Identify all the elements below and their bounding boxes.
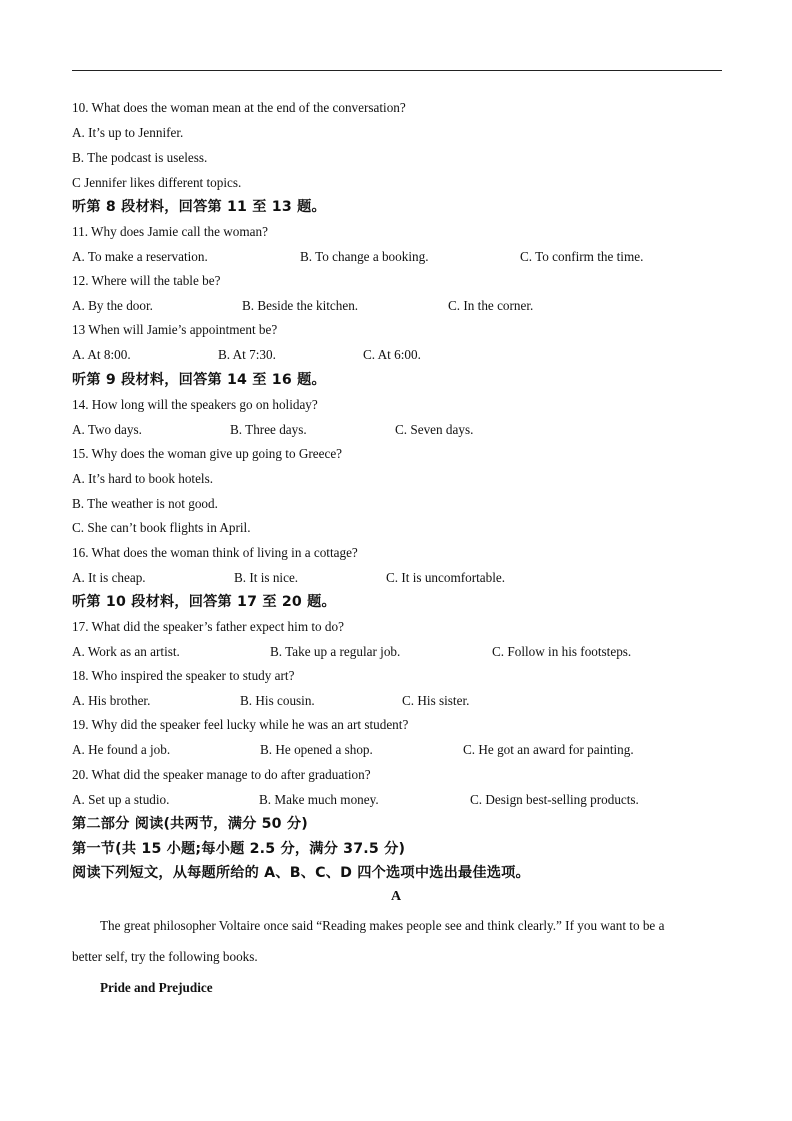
- question-10-stem: 10. What does the woman mean at the end of the conversation?: [72, 100, 406, 115]
- question-13-option-b: B. At 7:30.: [218, 347, 276, 362]
- section-1-heading: 第一节(共 15 小题;每小题 2.5 分，满分 37.5 分): [72, 841, 406, 857]
- book-title: Pride and Prejudice: [100, 980, 213, 995]
- question-11-option-c: C. To confirm the time.: [520, 249, 644, 264]
- question-20-option-a: A. Set up a studio.: [72, 792, 170, 807]
- question-15-option-c: C. She can’t book flights in April.: [72, 520, 251, 535]
- question-15-option-a: A. It’s hard to book hotels.: [72, 471, 214, 486]
- question-11-option-a: A. To make a reservation.: [72, 249, 208, 264]
- question-11-stem: 11. Why does Jamie call the woman?: [72, 224, 268, 239]
- question-10-option-c: C Jennifer likes different topics.: [72, 175, 242, 190]
- section-10-heading: 听第 10 段材料，回答第 17 至 20 题。: [72, 594, 336, 610]
- question-10-option-a: A. It’s up to Jennifer.: [72, 125, 184, 140]
- passage-label: A: [390, 889, 402, 904]
- question-15-option-b: B. The weather is not good.: [72, 496, 218, 511]
- question-13-option-c: C. At 6:00.: [363, 347, 421, 362]
- question-18-option-c: C. His sister.: [402, 693, 470, 708]
- question-20-option-b: B. Make much money.: [259, 792, 379, 807]
- question-20-stem: 20. What did the speaker manage to do after graduation?: [72, 767, 371, 782]
- question-19-option-b: B. He opened a shop.: [260, 742, 373, 757]
- question-16-option-a: A. It is cheap.: [72, 570, 146, 585]
- question-20-option-c: C. Design best-selling products.: [470, 792, 639, 807]
- question-12-option-b: B. Beside the kitchen.: [242, 298, 359, 313]
- question-10-option-b: B. The podcast is useless.: [72, 150, 208, 165]
- question-17-option-b: B. Take up a regular job.: [270, 644, 401, 659]
- question-13-stem: 13 When will Jamie’s appointment be?: [72, 322, 278, 337]
- question-14-option-c: C. Seven days.: [395, 422, 474, 437]
- question-12-option-a: A. By the door.: [72, 298, 153, 313]
- question-18-stem: 18. Who inspired the speaker to study art?: [72, 668, 295, 683]
- question-14-option-b: B. Three days.: [230, 422, 307, 437]
- passage-paragraph-line-2: better self, try the following books.: [72, 949, 258, 964]
- question-16-option-b: B. It is nice.: [234, 570, 299, 585]
- question-16-stem: 16. What does the woman think of living in a cottage?: [72, 545, 358, 560]
- passage-paragraph-line-1: The great philosopher Voltaire once said “Reading makes people see and think clearly.” If you want to be a: [100, 918, 665, 933]
- question-19-stem: 19. Why did the speaker feel lucky while he was an art student?: [72, 717, 409, 732]
- question-13-option-a: A. At 8:00.: [72, 347, 131, 362]
- question-15-stem: 15. Why does the woman give up going to Greece?: [72, 446, 343, 461]
- question-18-option-b: B. His cousin.: [240, 693, 315, 708]
- reading-instruction: 阅读下列短文，从每题所给的 A、B、C、D 四个选项中选出最佳选项。: [72, 865, 530, 881]
- question-17-stem: 17. What did the speaker’s father expect him to do?: [72, 619, 344, 634]
- question-17-option-c: C. Follow in his footsteps.: [492, 644, 632, 659]
- question-19-option-a: A. He found a job.: [72, 742, 171, 757]
- question-19-option-c: C. He got an award for painting.: [463, 742, 634, 757]
- question-11-option-b: B. To change a booking.: [300, 249, 429, 264]
- part-2-heading: 第二部分 阅读(共两节，满分 50 分): [72, 816, 308, 832]
- question-18-option-a: A. His brother.: [72, 693, 151, 708]
- question-12-stem: 12. Where will the table be?: [72, 273, 221, 288]
- section-8-heading: 听第 8 段材料，回答第 11 至 13 题。: [72, 199, 326, 215]
- question-14-option-a: A. Two days.: [72, 422, 142, 437]
- question-12-option-c: C. In the corner.: [448, 298, 534, 313]
- section-9-heading: 听第 9 段材料，回答第 14 至 16 题。: [72, 372, 326, 388]
- question-14-stem: 14. How long will the speakers go on holiday?: [72, 397, 318, 412]
- header-rule: [72, 70, 722, 71]
- question-16-option-c: C. It is uncomfortable.: [386, 570, 506, 585]
- question-17-option-a: A. Work as an artist.: [72, 644, 180, 659]
